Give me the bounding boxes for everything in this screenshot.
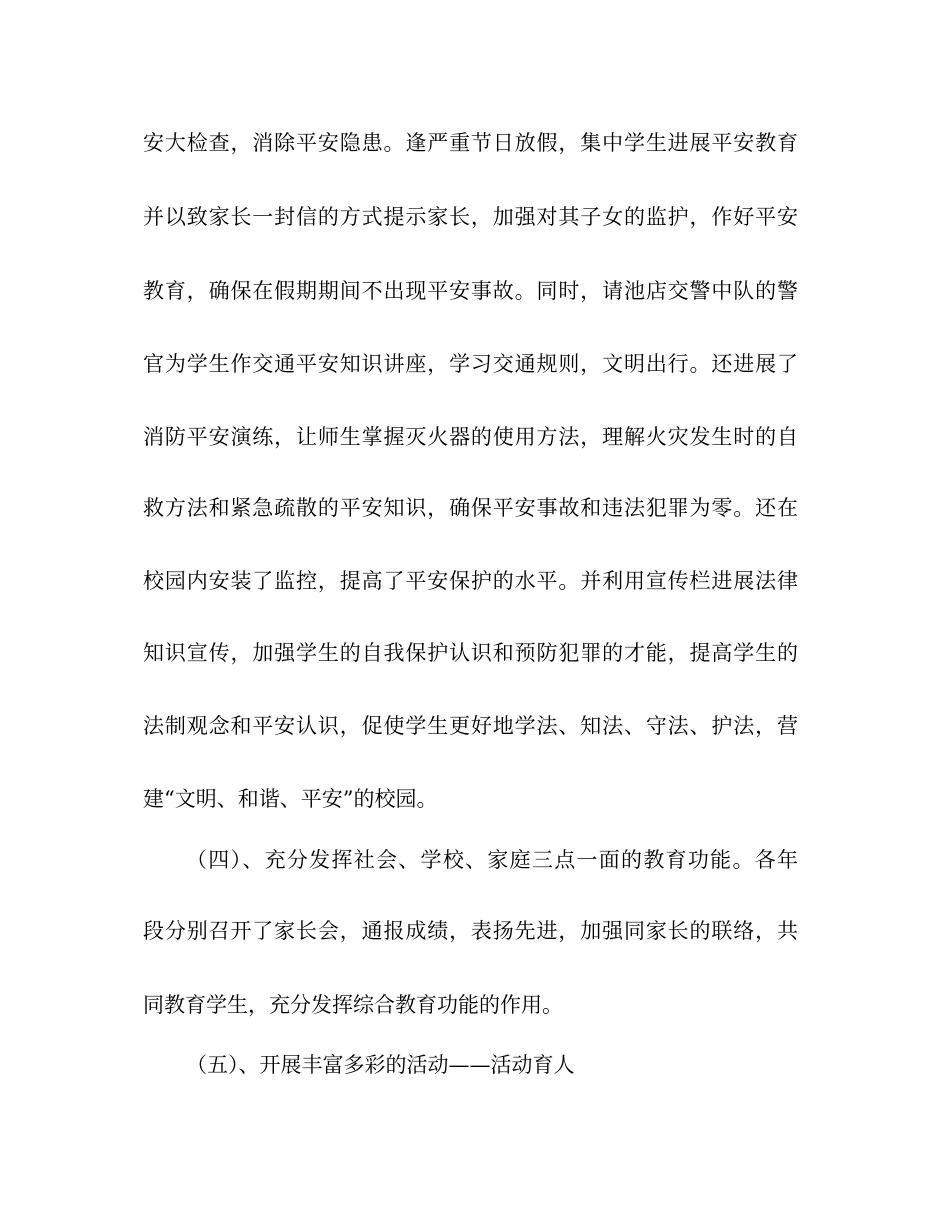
text-line: 教育，确保在假期期间不出现平安事故。同时，请池店交警中队的警: [143, 279, 798, 303]
text-line: 安大检查，消除平安隐患。逢严重节日放假，集中学生进展平安教育: [143, 131, 798, 155]
text-line: 法制观念和平安认识，促使学生更好地学法、知法、守法、护法，营: [143, 714, 798, 738]
text-line: 官为学生作交通平安知识讲座，学习交通规则，文明出行。还进展了: [143, 352, 798, 376]
text-line: 校园内安装了监控，提高了平安保护的水平。并利用宣传栏进展法律: [143, 569, 798, 593]
text-line: 建“文明、和谐、平安”的校园。: [143, 787, 438, 811]
text-line: 同教育学生，充分发挥综合教育功能的作用。: [143, 993, 563, 1017]
section-heading: （五）、开展丰富多彩的活动——活动育人: [186, 1053, 575, 1077]
text-line: 救方法和紧急疏散的平安知识，确保平安事故和违法犯罪为零。还在: [143, 496, 798, 520]
text-line: 并以致家长一封信的方式提示家长，加强对其子女的监护，作好平安: [143, 205, 798, 229]
text-line: 知识宣传，加强学生的自我保护认识和预防犯罪的才能，提高学生的: [143, 641, 798, 665]
text-line: 消防平安演练，让师生掌握灭火器的使用方法，理解火灾发生时的自: [143, 425, 798, 449]
paragraph-start-line: （四）、充分发挥社会、学校、家庭三点一面的教育功能。各年: [186, 848, 798, 872]
text-line: 段分别召开了家长会，通报成绩，表扬先进，加强同家长的联络，共: [143, 919, 798, 943]
